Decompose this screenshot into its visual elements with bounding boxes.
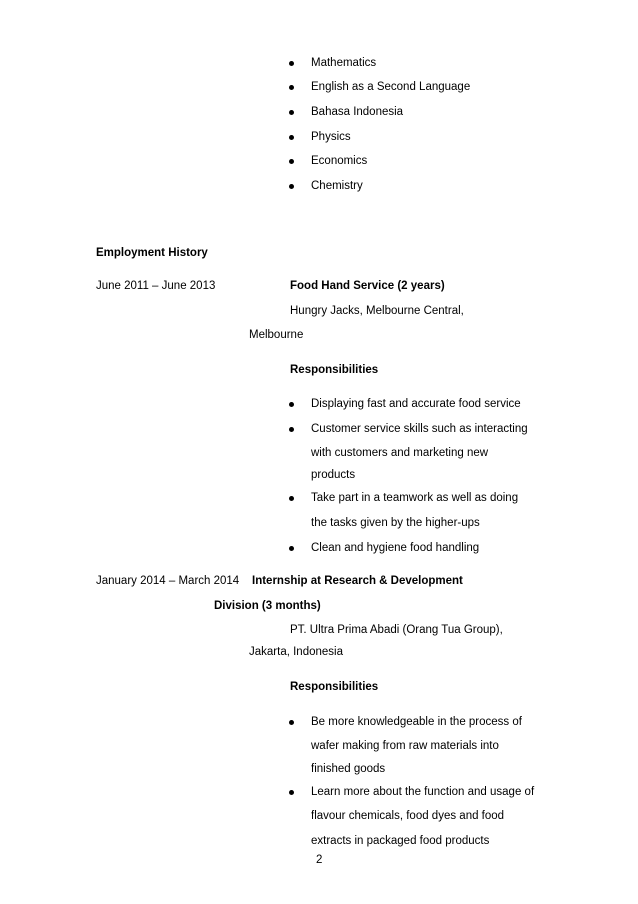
responsibilities-heading: Responsibilities xyxy=(290,364,379,376)
list-item: Displaying fast and accurate food service xyxy=(311,398,521,410)
list-item-continuation: extracts in packaged food products xyxy=(311,835,490,847)
list-item: English as a Second Language xyxy=(311,81,471,93)
bullet-icon xyxy=(289,546,294,551)
job-title-continuation: Division (3 months) xyxy=(214,600,321,612)
list-item-continuation: products xyxy=(311,469,356,481)
section-heading: Employment History xyxy=(96,247,208,259)
list-item-continuation: with customers and marketing new xyxy=(311,447,489,459)
job-dates: June 2011 – June 2013 xyxy=(96,280,216,292)
bullet-icon xyxy=(289,720,294,725)
bullet-icon xyxy=(289,184,294,189)
list-item: Clean and hygiene food handling xyxy=(311,542,480,554)
list-item-continuation: the tasks given by the higher-ups xyxy=(311,517,480,529)
bullet-icon xyxy=(289,135,294,140)
job-title: Food Hand Service (2 years) xyxy=(290,280,445,292)
bullet-icon xyxy=(289,61,294,66)
company-line: Jakarta, Indonesia xyxy=(249,646,343,658)
list-item-continuation: finished goods xyxy=(311,763,386,775)
list-item: Physics xyxy=(311,131,351,143)
job-title: Internship at Research & Development xyxy=(252,575,463,587)
bullet-icon xyxy=(289,427,294,432)
company-line: PT. Ultra Prima Abadi (Orang Tua Group), xyxy=(290,624,503,636)
list-item-continuation: flavour chemicals, food dyes and food xyxy=(311,810,505,822)
list-item: Learn more about the function and usage of xyxy=(311,786,535,798)
bullet-icon xyxy=(289,790,294,795)
bullet-icon xyxy=(289,496,294,501)
list-item: Take part in a teamwork as well as doing xyxy=(311,492,519,504)
list-item: Chemistry xyxy=(311,180,363,192)
list-item: Mathematics xyxy=(311,57,377,69)
list-item: Bahasa Indonesia xyxy=(311,106,404,118)
list-item: Economics xyxy=(311,155,368,167)
bullet-icon xyxy=(289,159,294,164)
responsibilities-heading: Responsibilities xyxy=(290,681,379,693)
bullet-icon xyxy=(289,110,294,115)
company-line: Melbourne xyxy=(249,329,304,341)
list-item: Customer service skills such as interacting xyxy=(311,423,528,435)
bullet-icon xyxy=(289,85,294,90)
list-item: Be more knowledgeable in the process of xyxy=(311,716,522,728)
company-line: Hungry Jacks, Melbourne Central, xyxy=(290,305,464,317)
list-item-continuation: wafer making from raw materials into xyxy=(311,740,499,752)
page-number: 2 xyxy=(316,854,323,866)
bullet-icon xyxy=(289,402,294,407)
job-dates: January 2014 – March 2014 xyxy=(96,575,240,587)
